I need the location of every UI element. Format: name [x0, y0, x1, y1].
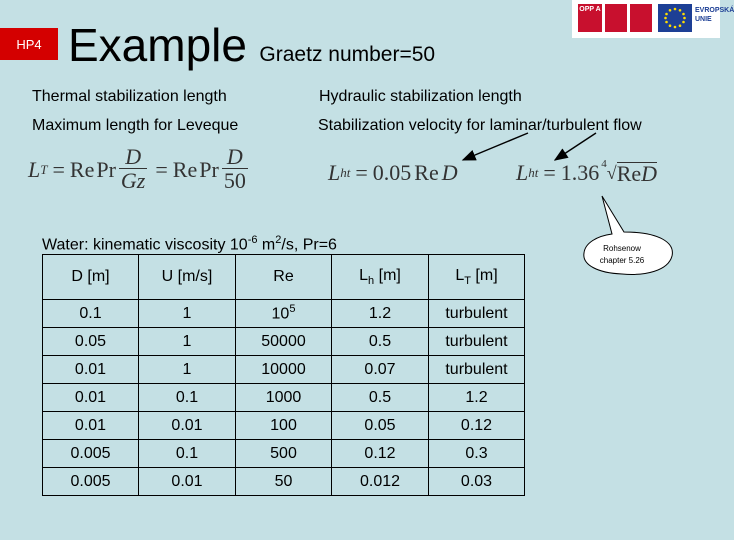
table-cell: 0.05 [43, 328, 139, 356]
table-row [43, 468, 525, 496]
header-re: Re [236, 255, 332, 300]
table-cell: 100 [236, 412, 332, 440]
slide-badge: HP4 [0, 28, 58, 60]
table-cell: turbulent [429, 356, 525, 384]
bubble-line: chapter 5.26 [599, 256, 645, 265]
table-cell: 0.01 [43, 384, 139, 412]
table-cell: 0.12 [332, 440, 429, 468]
formula-equals: = [543, 160, 556, 185]
arrow-to-laminar [463, 133, 528, 160]
table-cell: 0.01 [43, 412, 139, 440]
formula-symbol: L [328, 160, 341, 185]
table-cell: 10000 [236, 356, 332, 384]
title-sub: Graetz number=50 [259, 43, 436, 66]
velocity-label: Stabilization velocity for laminar/turbulent flow [318, 117, 642, 134]
water-unit-exponent: 2 [275, 234, 282, 246]
water-text: Water: kinematic viscosity 10 [42, 236, 248, 254]
table-row [43, 328, 525, 356]
table-row [43, 356, 525, 384]
table-cell: 1 [139, 300, 236, 328]
table-row [43, 412, 525, 440]
formula-denominator: Gz [120, 168, 146, 193]
formula-constant: 0.05 [372, 160, 412, 185]
formula-symbol: L [516, 160, 529, 185]
table-cell: 50 [236, 468, 332, 496]
table-cell: turbulent [429, 328, 525, 356]
water-properties [42, 234, 337, 254]
eu-logo-text: EVROPSKÁ UNIE [695, 7, 734, 23]
formula-re: Re [616, 160, 642, 186]
table-cell: 50000 [236, 328, 332, 356]
table-cell: 0.1 [43, 300, 139, 328]
table-cell: 1.2 [332, 300, 429, 328]
table-cell: 0.12 [429, 412, 525, 440]
root-sign-icon: √ [606, 162, 617, 183]
header-lt: $L_T$ [m] [429, 255, 525, 300]
formula-d: D [441, 160, 458, 185]
table-cell: 0.5 [332, 328, 429, 356]
table-cell: 0.005 [43, 468, 139, 496]
table-cell: 0.01 [139, 412, 236, 440]
table-cell: 1000 [236, 384, 332, 412]
formula-numerator: D [125, 144, 142, 169]
formula-denominator: 50 [223, 168, 246, 193]
formula-pr: Pr [199, 156, 219, 182]
table-row [43, 440, 525, 468]
water-suffix: /s, Pr=6 [281, 236, 337, 254]
header-lh: $L_h$ [m] [332, 255, 429, 300]
data-table [42, 254, 525, 496]
table-cell: 0.05 [332, 412, 429, 440]
formula-equals: = [52, 156, 65, 182]
table-row [43, 300, 525, 328]
table-cell: 0.5 [332, 384, 429, 412]
formula-equals: = [155, 156, 168, 182]
table-cell: 0.1 [139, 384, 236, 412]
formula-d: D [641, 160, 658, 186]
table-cell: 0.1 [139, 440, 236, 468]
formula-symbol: L [28, 156, 41, 182]
hydraulic-label: Hydraulic stabilization length [319, 88, 522, 105]
title-main: Example [68, 19, 247, 71]
formula-re: Re [414, 160, 439, 185]
table-cell: $10^5$ [236, 300, 332, 328]
oppa-logo: OPP A [578, 4, 602, 32]
header-d: D [m] [43, 255, 139, 300]
table-cell: 1.2 [429, 384, 525, 412]
table-cell: 0.3 [429, 440, 525, 468]
table-cell: 1 [139, 328, 236, 356]
formula-re: Re [69, 156, 95, 182]
table-cell: turbulent [429, 300, 525, 328]
thermal-label: Thermal stabilization length [32, 88, 227, 105]
table-cell: 1 [139, 356, 236, 384]
table-cell: 500 [236, 440, 332, 468]
arrow-to-turbulent [555, 133, 596, 160]
bubble-line: Rohsenow [603, 244, 641, 253]
speech-bubble-text [587, 243, 657, 267]
formula-pr: Pr [96, 156, 116, 182]
table-cell: 0.07 [332, 356, 429, 384]
table-cell: 0.03 [429, 468, 525, 496]
formula-subscript: T [40, 161, 48, 177]
formula-constant: 1.36 [560, 160, 600, 185]
table-cell: 0.012 [332, 468, 429, 496]
root-index: 4 [601, 158, 607, 170]
leveque-label: Maximum length for Leveque [32, 117, 239, 134]
formula-re: Re [172, 156, 198, 182]
table-header-row [43, 255, 525, 300]
table-row [43, 384, 525, 412]
table-cell: 0.01 [43, 356, 139, 384]
water-exponent: -6 [247, 234, 258, 246]
table-cell: 0.005 [43, 440, 139, 468]
water-unit: m [257, 236, 276, 254]
formula-equals: = [355, 160, 368, 185]
table-cell: 0.01 [139, 468, 236, 496]
formula-subscript: ht [528, 165, 539, 180]
formula-subscript: ht [340, 165, 351, 180]
header-u: U [m/s] [139, 255, 236, 300]
formula-numerator: D [226, 144, 243, 169]
